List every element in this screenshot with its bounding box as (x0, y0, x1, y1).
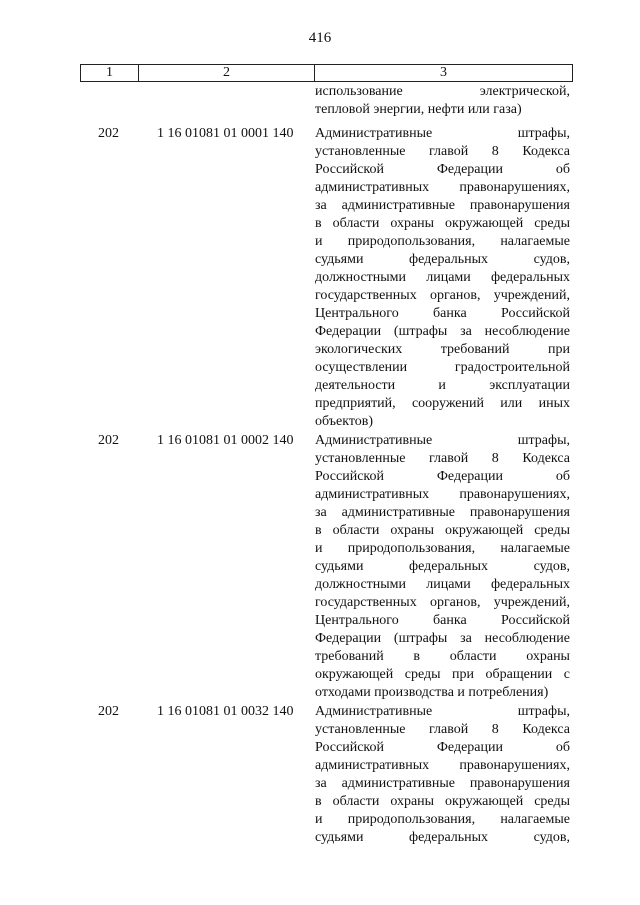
description-line: Административные штрафы, (315, 126, 570, 141)
description-line: экологических требований при (315, 342, 570, 357)
description-line: в области охраны окружающей среды (315, 523, 570, 538)
description-line: Административные штрафы, (315, 704, 570, 719)
description-line: за административные правонарушения (315, 198, 570, 213)
description-line: отходами производства и потребления) (315, 685, 549, 700)
description-line: в области охраны окружающей среды (315, 794, 570, 809)
description-line: административных правонарушениях, (315, 180, 570, 195)
description-line: и природопользования, налагаемые (315, 541, 570, 556)
description-line: Центрального банка Российской (315, 306, 570, 321)
income-description (315, 125, 570, 431)
description-line: тепловой энергии, нефти или газа) (315, 102, 522, 117)
income-description (315, 432, 570, 702)
description-line: и природопользования, налагаемые (315, 234, 570, 249)
description-line: установленные главой 8 Кодекса (315, 722, 570, 737)
description-line: государственных органов, учреждений, (315, 595, 570, 610)
description-line: в области охраны окружающей среды (315, 216, 570, 231)
budget-classification-code: 1 16 01081 01 0001 140 (157, 126, 294, 141)
description-line: Федерации (штрафы за несоблюдение (315, 631, 570, 646)
page-number: 416 (308, 30, 332, 46)
description-line: Федерации (штрафы за несоблюдение (315, 324, 570, 339)
description-line: за административные правонарушения (315, 505, 570, 520)
income-description (315, 703, 570, 847)
continuation-text (315, 83, 570, 119)
description-line: должностными лицами федеральных (315, 270, 570, 285)
description-line: административных правонарушениях, (315, 758, 570, 773)
description-line: использование электрической, (315, 84, 570, 99)
description-line: осуществлении градостроительной (315, 360, 570, 375)
description-line: Российской Федерации об (315, 162, 570, 177)
admin-code: 202 (98, 704, 119, 719)
description-line: Российской Федерации об (315, 469, 570, 484)
description-line: за административные правонарушения (315, 776, 570, 791)
description-line: Административные штрафы, (315, 433, 570, 448)
description-line: судьями федеральных судов, (315, 559, 570, 574)
admin-code: 202 (98, 433, 119, 448)
budget-classification-code: 1 16 01081 01 0002 140 (157, 433, 294, 448)
description-line: деятельности и эксплуатации (315, 378, 570, 393)
description-line: должностными лицами федеральных (315, 577, 570, 592)
description-line: государственных органов, учреждений, (315, 288, 570, 303)
description-line: объектов) (315, 414, 374, 429)
description-line: Центрального банка Российской (315, 613, 570, 628)
budget-classification-code: 1 16 01081 01 0032 140 (157, 704, 294, 719)
description-line: судьями федеральных судов, (315, 252, 570, 267)
description-line: предприятий, сооружений или иных (315, 396, 570, 411)
admin-code: 202 (98, 126, 119, 141)
description-line: установленные главой 8 Кодекса (315, 144, 570, 159)
column-header-1: 1 (81, 65, 139, 81)
description-line: требований в области охраны (315, 649, 570, 664)
description-line: и природопользования, налагаемые (315, 812, 570, 827)
description-line: административных правонарушениях, (315, 487, 570, 502)
description-line: окружающей среды при обращении с (315, 667, 570, 682)
column-header-2: 2 (139, 65, 315, 81)
column-header-3: 3 (440, 65, 447, 80)
description-line: Российской Федерации об (315, 740, 570, 755)
description-line: установленные главой 8 Кодекса (315, 451, 570, 466)
description-line: судьями федеральных судов, (315, 830, 570, 845)
table-header (80, 64, 573, 82)
